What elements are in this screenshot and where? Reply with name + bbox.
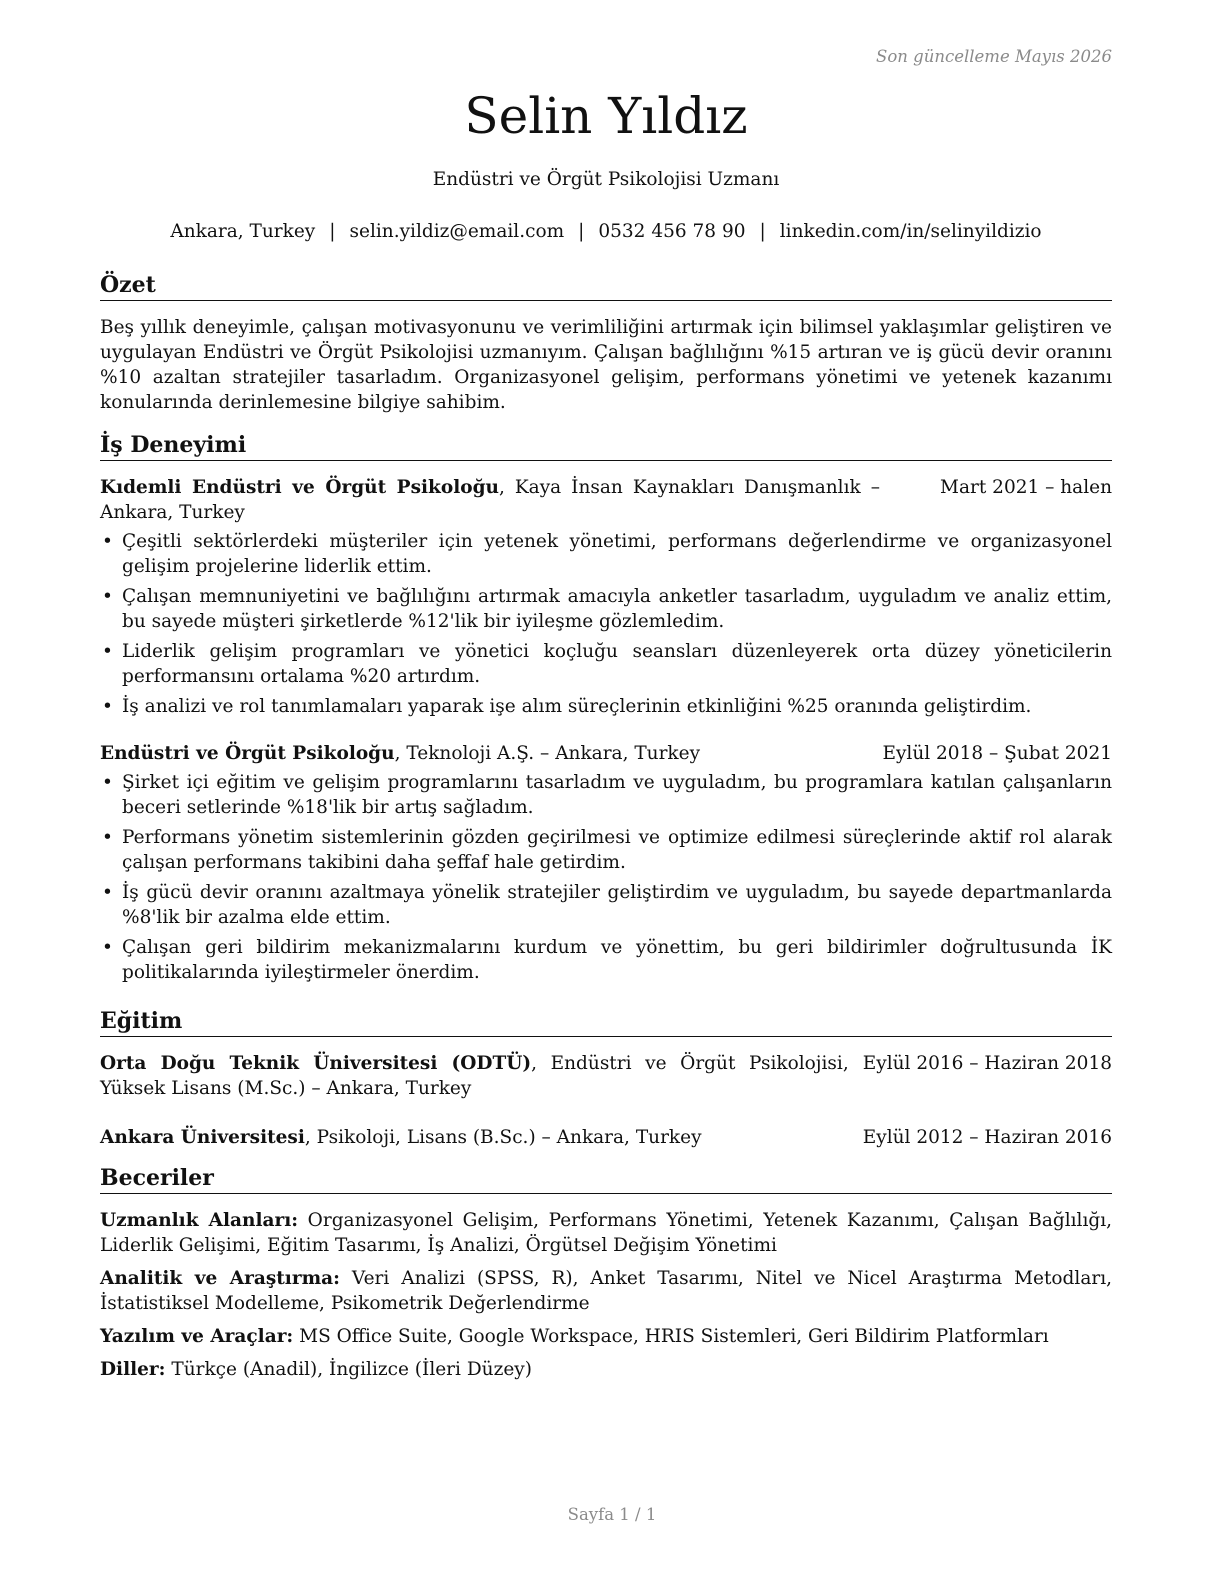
contact-location: Ankara, Turkey <box>170 221 316 242</box>
contact-line <box>100 219 1112 244</box>
education-dates: Eylül 2016 – Haziran 2018 <box>862 1053 1112 1074</box>
skill-value: Organizasyonel Gelişim, Performans Yönetimi, Yetenek Kazanımı, Çalışan Bağlılığı, Liderlik Gelişimi, Eğitim Tasarımı, İş Analizi, Örgütsel Değişim Yönetimi <box>100 1210 1112 1256</box>
job-dates: Mart 2021 – halen <box>940 477 1112 498</box>
job-company: , Teknoloji A.Ş. – Ankara, Turkey <box>394 743 701 764</box>
education-dates: Eylül 2012 – Haziran 2016 <box>862 1127 1112 1148</box>
list-item: • Çalışan geri bildirim mekanizmalarını kurdum ve yönettim, bu geri bildirimler doğrultusunda İK politikalarında iyileştirmeler önerdim. <box>100 935 1112 985</box>
contact-separator: | <box>759 221 766 242</box>
contact-separator: | <box>578 221 585 242</box>
job-role: Kıdemli Endüstri ve Örgüt Psikoloğu <box>100 477 499 498</box>
education-school: Orta Doğu Teknik Üniversitesi (ODTÜ) <box>100 1053 532 1074</box>
education-entry <box>100 1051 1112 1101</box>
section-heading: Beceriler <box>100 1164 1112 1194</box>
skill-value: Veri Analizi (SPSS, R), Anket Tasarımı, Nitel ve Nicel Araştırma Metodları, İstatistiksel Modelleme, Psikometrik Değerlendirme <box>100 1268 1112 1314</box>
skill-row <box>100 1266 1112 1316</box>
job-entry <box>100 475 1112 719</box>
list-item: • Performans yönetim sistemlerinin gözden geçirilmesi ve optimize edilmesi süreçlerinde aktif rol alarak çalışan performans takibini daha şeffaf hale getirdim. <box>100 825 1112 875</box>
last-updated: Son güncelleme Mayıs 2026 <box>876 47 1112 66</box>
job-role: Endüstri ve Örgüt Psikoloğu <box>100 743 395 764</box>
education-section <box>100 1007 1112 1150</box>
skill-row <box>100 1357 1112 1382</box>
skills-list <box>100 1208 1112 1382</box>
skill-label: Yazılım ve Araçlar: <box>100 1326 294 1347</box>
job-header <box>100 741 1112 766</box>
skill-label: Diller: <box>100 1359 166 1380</box>
education-degree: , Endüstri ve Örgüt Psikolojisi, Yüksek Lisans (M.Sc.) – Ankara, Turkey <box>100 1053 849 1099</box>
contact-linkedin[interactable]: linkedin.com/in/selinyildizio <box>779 221 1042 242</box>
job-entry <box>100 741 1112 985</box>
summary-text: Beş yıllık deneyimle, çalışan motivasyonunu ve verimliliğini artırmak için bilimsel yaklaşımlar geliştiren ve uygulayan Endüstri ve Örgüt Psikolojisi uzmanıyım. Çalışan bağlılığını %15 artıran ve iş gücü devir oranını %10 azaltan stratejiler tasarladım. Organizasyonel gelişim, performans yönetimi ve yetenek kazanımı konularında derinlemesine bilgiye sahibim. <box>100 317 1112 413</box>
skills-section <box>100 1164 1112 1390</box>
education-entry <box>100 1125 1112 1150</box>
skill-label: Uzmanlık Alanları: <box>100 1210 299 1231</box>
job-bullets <box>100 529 1112 719</box>
section-heading: Özet <box>100 271 1112 301</box>
job-bullets <box>100 770 1112 985</box>
list-item: • Çalışan memnuniyetini ve bağlılığını artırmak amacıyla anketler tasarladım, uyguladım ve analiz ettim, bu sayede müşteri şirketlerde %12'lik bir iyileşme gözlemledim. <box>100 584 1112 634</box>
candidate-title: Endüstri ve Örgüt Psikolojisi Uzmanı <box>432 169 780 190</box>
list-item: • İş gücü devir oranını azaltmaya yönelik stratejiler geliştirdim ve uyguladım, bu sayede departmanlarda %8'lik bir azalma elde ettim. <box>100 880 1112 930</box>
job-title-line <box>100 475 880 525</box>
experience-section <box>100 431 1112 990</box>
summary-section <box>100 271 1112 415</box>
candidate-name: Selin Yıldız <box>464 87 748 145</box>
job-title-line <box>100 741 868 766</box>
education-title-line <box>100 1051 849 1101</box>
education-degree: , Psikoloji, Lisans (B.Sc.) – Ankara, Turkey <box>304 1127 702 1148</box>
skill-value: MS Office Suite, Google Workspace, HRIS Sistemleri, Geri Bildirim Platformları <box>293 1326 1049 1347</box>
education-school: Ankara Üniversitesi <box>100 1127 305 1148</box>
list-item: • Şirket içi eğitim ve gelişim programlarını tasarladım ve uyguladım, bu programlara katılan çalışanların beceri setlerinde %18'lik bir artış sağladım. <box>100 770 1112 820</box>
page-footer: Sayfa 1 / 1 <box>567 1505 657 1524</box>
contact-separator: | <box>329 221 336 242</box>
skill-row <box>100 1208 1112 1258</box>
education-title-line <box>100 1125 849 1150</box>
section-heading: Eğitim <box>100 1007 1112 1037</box>
contact-email[interactable]: selin.yildiz@email.com <box>349 221 565 242</box>
skill-label: Analitik ve Araştırma: <box>100 1268 340 1289</box>
section-heading: İş Deneyimi <box>100 431 1112 461</box>
list-item: • İş analizi ve rol tanımlamaları yaparak işe alım süreçlerinin etkinliğini %25 oranında geliştirdim. <box>100 694 1112 719</box>
list-item: • Liderlik gelişim programları ve yönetici koçluğu seansları düzenleyerek orta düzey yöneticilerin performansını ortalama %20 artırdım. <box>100 639 1112 689</box>
skill-value: Türkçe (Anadil), İngilizce (İleri Düzey) <box>165 1359 532 1380</box>
contact-phone: 0532 456 78 90 <box>598 221 746 242</box>
job-dates: Eylül 2018 – Şubat 2021 <box>882 743 1112 764</box>
job-company: , Kaya İnsan Kaynakları Danışmanlık – Ankara, Turkey <box>100 477 880 523</box>
job-header <box>100 475 1112 525</box>
skill-row <box>100 1324 1112 1349</box>
list-item: • Çeşitli sektörlerdeki müşteriler için yetenek yönetimi, performans değerlendirme ve organizasyonel gelişim projelerine liderlik ettim. <box>100 529 1112 579</box>
